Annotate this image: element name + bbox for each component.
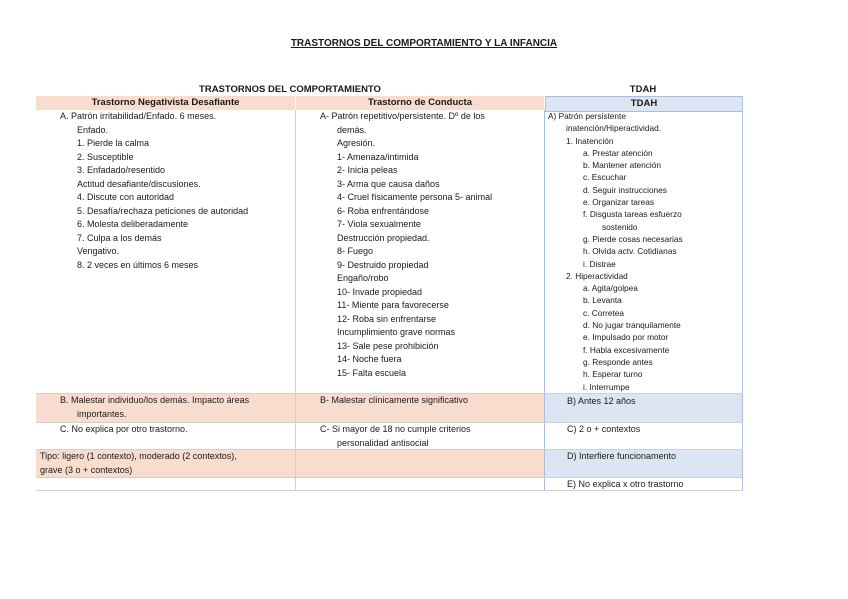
list-item: 1. Inatención xyxy=(566,135,614,146)
list-item: b. Mantener atención xyxy=(583,160,661,171)
list-item: personalidad antisocial xyxy=(337,437,429,448)
list-item: i. Distrae xyxy=(583,258,616,269)
list-item: 13- Sale pese prohibición xyxy=(337,340,439,351)
list-item: h. Esperar turno xyxy=(583,369,643,380)
list-item: A- Patrón repetitivo/persistente. Dº de los xyxy=(320,111,485,121)
header-comportamiento: TRASTORNOS DEL COMPORTAMIENTO xyxy=(199,84,381,95)
list-item: Incumplimiento grave normas xyxy=(337,327,456,337)
list-item: d. No jugar tranquilamente xyxy=(583,320,681,331)
tdah-criteria-b: B) Antes 12 años xyxy=(567,396,636,406)
divider-col-2 xyxy=(544,110,545,491)
list-item: A. Patrón irritabilidad/Enfado. 6 meses. xyxy=(60,111,217,121)
list-item: Destrucción propiedad. xyxy=(337,232,430,243)
list-item: a. Prestar atención xyxy=(583,147,653,158)
list-item: 7- Viola sexualmente xyxy=(337,219,421,229)
divider-col-1 xyxy=(295,110,296,491)
conducta-criteria-c xyxy=(320,423,471,450)
negativista-criteria-a xyxy=(60,110,248,272)
list-item: 5. Desafía/rechaza peticiones de autoridad xyxy=(77,205,249,216)
document-title: TRASTORNOS DEL COMPORTAMIENTO Y LA INFANCIA xyxy=(290,38,558,49)
tdah-criteria-c: C) 2 o + contextos xyxy=(567,424,641,434)
list-item: i. Interrumpe xyxy=(583,381,630,392)
list-item: Engaño/robo xyxy=(337,273,389,283)
list-item: sostenido xyxy=(602,221,638,232)
column-header-tdah: TDAH xyxy=(545,96,743,112)
list-item: d. Seguir instrucciones xyxy=(583,184,667,195)
list-item: 2. Susceptible xyxy=(77,151,134,162)
column-header-conducta: Trastorno de Conducta xyxy=(296,96,544,110)
list-item: importantes. xyxy=(77,408,127,419)
list-item: Tipo: ligero (1 contexto), moderado (2 contextos), xyxy=(40,451,237,461)
list-item: 14- Noche fuera xyxy=(337,354,402,364)
list-item: 12- Roba sin enfrentarse xyxy=(337,313,437,324)
list-item: 11- Miente para favorecerse xyxy=(337,300,449,310)
list-item: f. Habla excesivamente xyxy=(583,344,670,355)
list-item: Agresión. xyxy=(337,138,376,148)
list-item: 3- Arma que causa daños xyxy=(337,178,440,189)
list-item: e. Organizar tareas xyxy=(583,197,655,208)
list-item: inatención/Hiperactividad. xyxy=(566,123,662,134)
conducta-criteria-a xyxy=(320,110,492,380)
list-item: 3. Enfadado/resentido xyxy=(77,165,166,175)
conducta-criteria-b: B- Malestar clínicamente significativo xyxy=(320,395,469,405)
list-item: h. Olvida actv. Cotidianas xyxy=(583,246,677,257)
list-item: 2. Hiperactividad xyxy=(566,270,628,281)
list-item: 7. Culpa a los demás xyxy=(77,232,162,243)
list-item: a. Agita/golpea xyxy=(583,283,638,294)
list-item: 9- Destruido propiedad xyxy=(337,259,429,270)
divider-col-3 xyxy=(742,96,743,491)
list-item: demás. xyxy=(337,124,367,135)
list-item: Vengativo. xyxy=(77,246,120,256)
list-item: 8. 2 veces en últimos 6 meses xyxy=(77,259,199,270)
list-item: 1. Pierde la calma xyxy=(77,138,150,148)
negativista-criteria-c: C. No explica por otro trastorno. xyxy=(60,424,188,434)
list-item: 6. Molesta deliberadamente xyxy=(77,219,189,229)
list-item: g. Responde antes xyxy=(583,356,653,367)
list-item: c. Escuchar xyxy=(583,172,627,183)
row-tipo-band-mid xyxy=(296,449,544,477)
list-item: 2- Inicia peleas xyxy=(337,165,398,175)
header-tdah: TDAH xyxy=(629,84,657,95)
list-item: c. Corretea xyxy=(583,307,625,318)
list-item: b. Levanta xyxy=(583,295,622,306)
list-item: e. Impulsado por motor xyxy=(583,332,669,343)
list-item: g. Pierde cosas necesarias xyxy=(583,233,683,244)
list-item: 4. Discute con autoridad xyxy=(77,192,175,202)
list-item: 15- Falta escuela xyxy=(337,367,407,378)
negativista-tipo xyxy=(40,450,237,477)
list-item: A) Patrón persistente xyxy=(548,111,626,121)
tdah-criteria-e: E) No explica x otro trastorno xyxy=(567,479,684,489)
list-item: Enfado. xyxy=(77,124,109,135)
list-item: 10- Invade propiedad xyxy=(337,286,423,297)
negativista-criteria-b xyxy=(60,394,249,421)
list-item: 4- Cruel físicamente persona 5- animal xyxy=(337,192,493,202)
list-item: C- Si mayor de 18 no cumple criterios xyxy=(320,424,471,434)
list-item: 8- Fuego xyxy=(337,246,374,256)
list-item: f. Disgusta tareas esfuerzo xyxy=(583,209,682,220)
list-item: 6- Roba enfrentándose xyxy=(337,205,430,216)
tdah-criteria-a xyxy=(548,110,683,393)
tdah-criteria-d: D) Interfiere funcionamento xyxy=(567,451,677,461)
list-item: B. Malestar individuo/los demás. Impacto áreas xyxy=(60,395,250,405)
column-header-negativista: Trastorno Negativista Desafiante xyxy=(36,96,295,110)
list-item: Actitud desafiante/discusiones. xyxy=(77,178,201,189)
list-item: 1- Amenaza/intimida xyxy=(337,151,419,162)
list-item: grave (3 o + contextos) xyxy=(40,464,133,475)
